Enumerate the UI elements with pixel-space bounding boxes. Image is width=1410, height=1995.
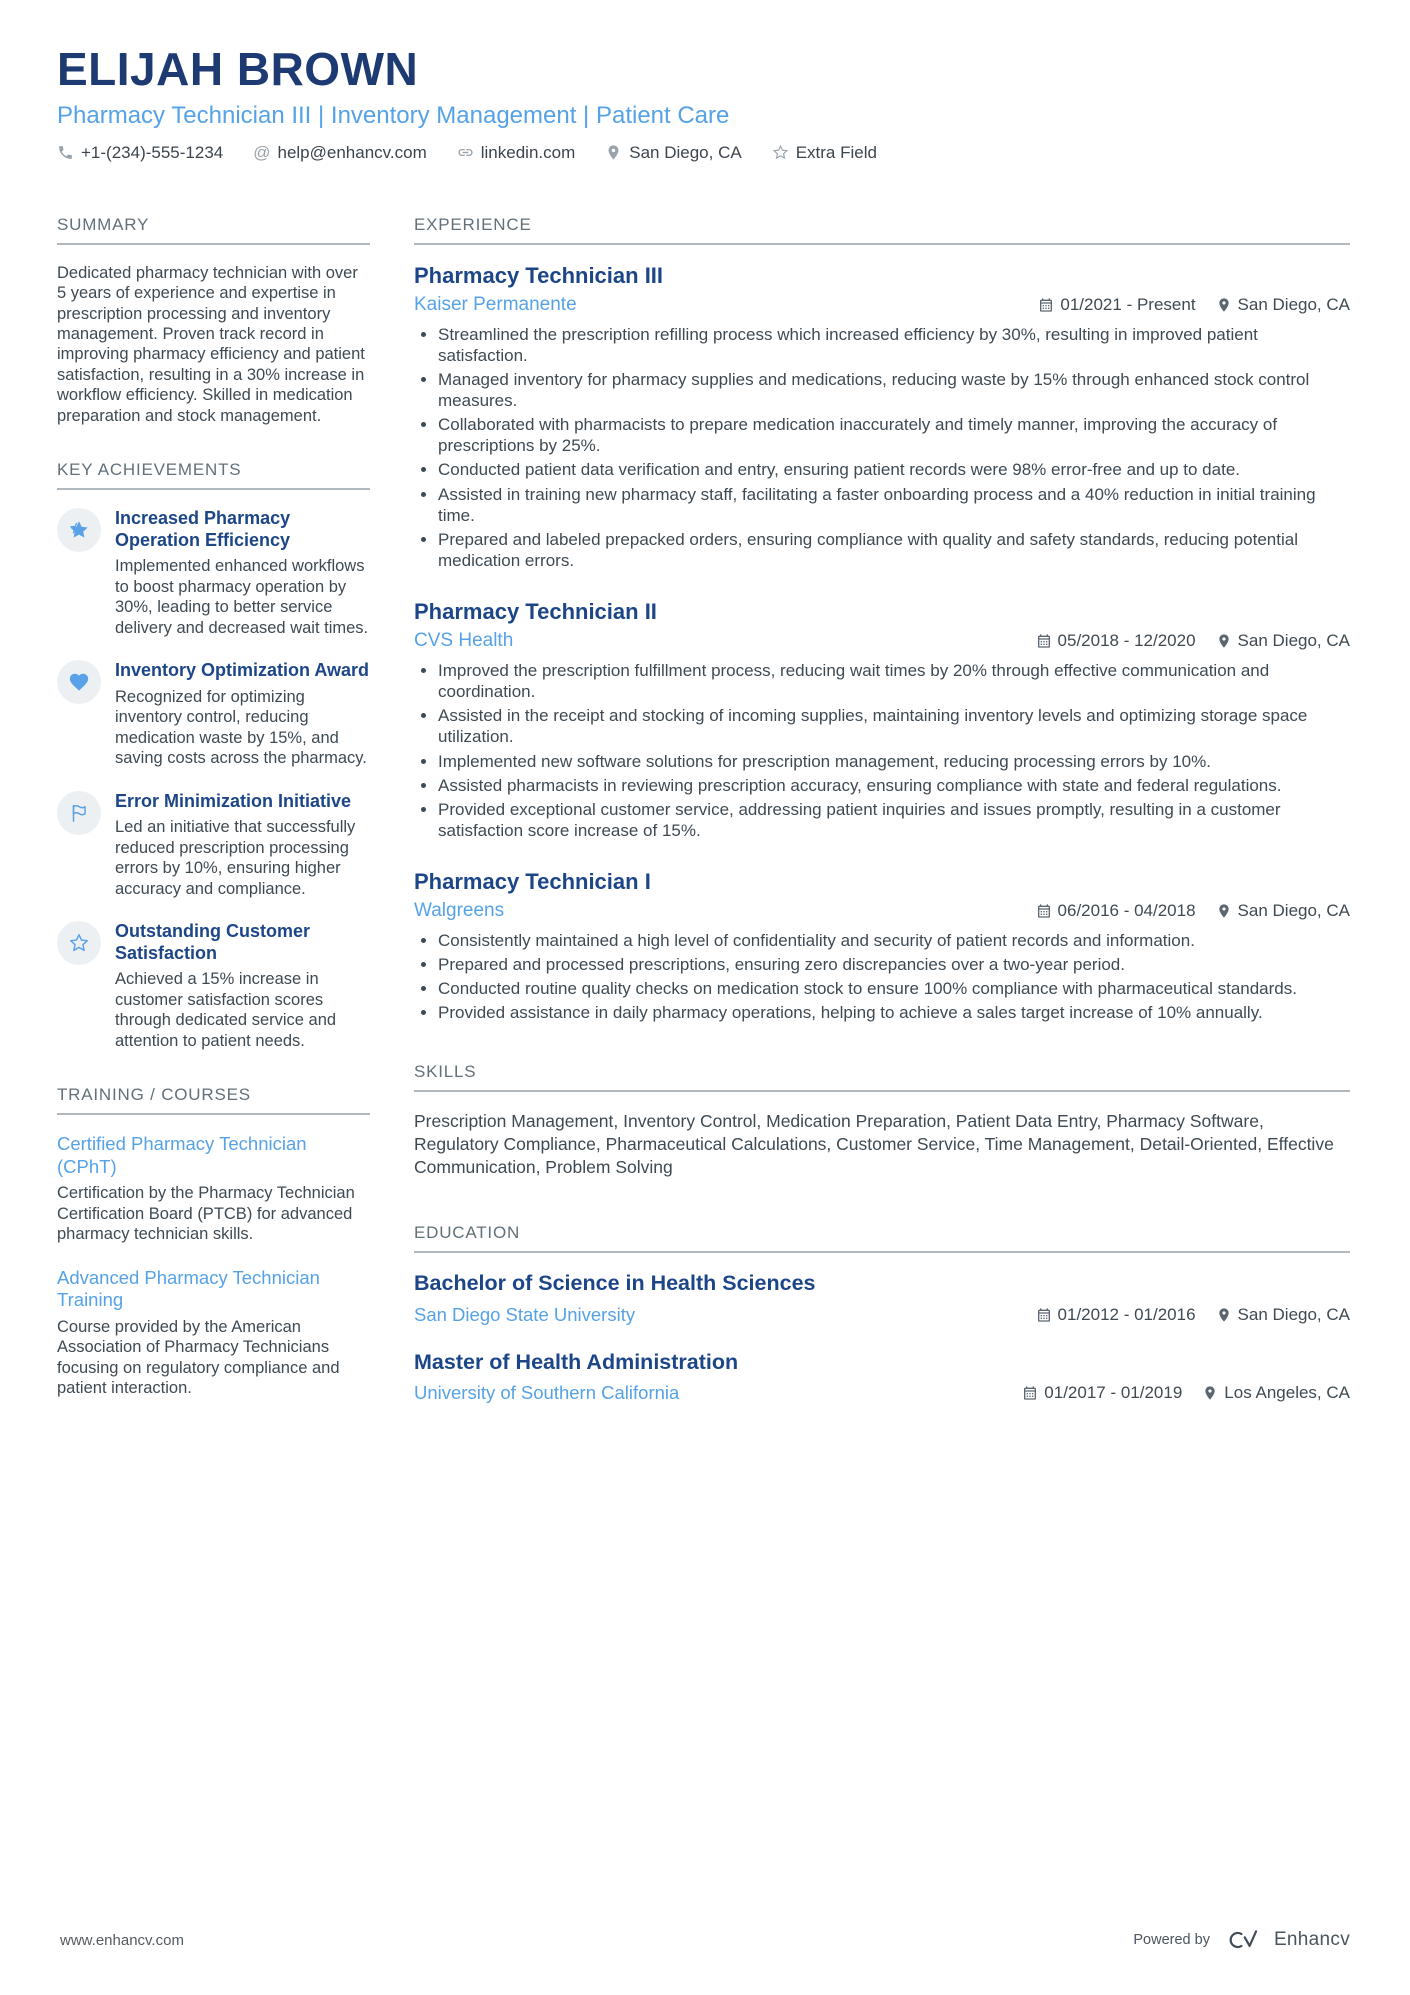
calendar-icon (1022, 1385, 1038, 1401)
job-title: Pharmacy Technician I (414, 868, 651, 894)
contact-email-text: help@enhancv.com (277, 142, 427, 162)
achievement-title: Outstanding Customer Satisfaction (115, 921, 311, 963)
job-bullet: • Assisted pharmacists in reviewing prescription accuracy, ensuring compliance with state and federal regulations. (438, 775, 1350, 796)
location-icon (605, 144, 622, 161)
experience-entry (414, 599, 1350, 841)
job-bullet: • Conducted patient data verification and entry, ensuring patient records were 98% error-free and up to date. (438, 459, 1350, 480)
degree-location: San Diego, CA (1216, 1305, 1350, 1325)
job-bullet: • Assisted in training new pharmacy staff, facilitating a faster onboarding process and a 40% reduction in initial training time. (438, 484, 1350, 526)
star-badge-icon (68, 519, 90, 541)
experience-section (414, 215, 1350, 1024)
contact-location-text: San Diego, CA (629, 142, 742, 162)
training-section (57, 1085, 370, 1398)
achievements-section (57, 460, 370, 1051)
summary-section (57, 215, 370, 427)
location-icon (1202, 1385, 1218, 1401)
job-title: Pharmacy Technician III (414, 262, 664, 288)
resume-header (57, 44, 1350, 163)
job-bullet: • Prepared and processed prescriptions, ensuring zero discrepancies over a two-year period. (438, 954, 1350, 975)
summary-section-title: SUMMARY (57, 215, 370, 245)
job-title: Pharmacy Technician II (414, 598, 657, 624)
skills-section (414, 1062, 1350, 1179)
achievement-text: Recognized for optimizing inventory control, reducing medication waste by 15%, and saving costs across the pharmacy. (115, 687, 367, 768)
contact-linkedin (457, 143, 576, 163)
degree-dates: 01/2017 - 01/2019 (1022, 1383, 1182, 1403)
contact-phone-text: +1-(234)-555-1234 (81, 142, 224, 162)
skills-section-title: SKILLS (414, 1062, 1350, 1092)
degree-dates: 01/2012 - 01/2016 (1036, 1305, 1196, 1325)
experience-entry (414, 263, 1350, 571)
enhancv-logo-icon (1222, 1927, 1262, 1953)
summary-text: Dedicated pharmacy technician with over 5 years of experience and expertise in prescription processing and inventory management. Proven track record in improving pharmacy efficiency and patient satisfaction, resulting in a 30% increase in workflow efficiency. Skilled in medication preparation and stock management. (57, 263, 365, 425)
star-outline-icon (68, 932, 90, 954)
contact-location (605, 143, 741, 163)
achievement-title: Error Minimization Initiative (115, 790, 352, 811)
achievement-item (57, 791, 370, 899)
skills-text: Prescription Management, Inventory Control, Medication Preparation, Patient Data Entry, Pharmacy Software, Regulatory Compliance, Pharmaceutical Calculations, Customer Service, Time Management, Detail-Oriented, Effective Communication, Problem Solving (414, 1110, 1334, 1177)
job-location: San Diego, CA (1216, 631, 1350, 651)
page-footer (60, 1927, 1350, 1953)
candidate-name: ELIJAH BROWN (57, 43, 419, 95)
achievement-item (57, 921, 370, 1051)
calendar-icon (1038, 297, 1054, 313)
job-bullet: • Collaborated with pharmacists to prepare medication inaccurately and timely manner, improving the accuracy of prescriptions by 25%. (438, 414, 1350, 456)
experience-entry (414, 869, 1350, 1024)
job-location: San Diego, CA (1216, 295, 1350, 315)
education-section-title: EDUCATION (414, 1223, 1350, 1253)
job-bullet: • Conducted routine quality checks on medication stock to ensure 100% compliance with pharmaceutical standards. (438, 978, 1350, 999)
job-bullets (414, 930, 1350, 1023)
calendar-icon (1036, 1307, 1052, 1323)
achievement-text: Led an initiative that successfully reduced prescription processing errors by 10%, ensuring higher accuracy and compliance. (115, 818, 356, 898)
calendar-icon (1036, 903, 1052, 919)
course-title: Advanced Pharmacy Technician Training (57, 1266, 320, 1311)
achievement-item (57, 660, 370, 768)
school-name: San Diego State University (414, 1303, 636, 1325)
brand-name: Enhancv (1273, 1929, 1350, 1950)
job-bullet: • Prepared and labeled prepacked orders, ensuring compliance with quality and safety standards, reducing potential medication errors. (438, 529, 1350, 571)
achievement-title: Increased Pharmacy Operation Efficiency (115, 508, 291, 550)
company-name: Walgreens (414, 900, 505, 922)
headline: Pharmacy Technician III | Inventory Management | Patient Care (57, 101, 730, 129)
footer-site-url: www.enhancv.com (60, 1931, 184, 1949)
right-column (414, 215, 1350, 1439)
job-bullet: • Streamlined the prescription refilling process which increased efficiency by 30%, resulting in improved patient satisfaction. (438, 324, 1350, 366)
location-icon (1216, 903, 1232, 919)
job-bullet: • Provided exceptional customer service, addressing patient inquiries and issues promptly, resulting in a customer satisfaction score increase of 15%. (438, 799, 1350, 841)
job-bullets (414, 660, 1350, 841)
powered-by-block (1133, 1927, 1350, 1953)
star-icon (772, 144, 789, 161)
experience-section-title: EXPERIENCE (414, 215, 1350, 245)
job-bullet: • Implemented new software solutions for prescription management, reducing processing errors by 10%. (438, 751, 1350, 772)
job-bullets (414, 324, 1350, 571)
contact-phone (57, 143, 223, 163)
location-icon (1216, 1307, 1232, 1323)
course-title: Certified Pharmacy Technician (CPhT) (57, 1133, 307, 1177)
flag-icon (68, 802, 90, 824)
degree-location: Los Angeles, CA (1202, 1383, 1350, 1403)
heart-icon (68, 671, 90, 693)
course-text: Certification by the Pharmacy Technician Certification Board (PTCB) for advanced pharmacy technician skills. (57, 1184, 355, 1244)
job-bullet: • Provided assistance in daily pharmacy operations, helping to achieve a sales target increase of 10% annually. (438, 1002, 1350, 1023)
location-icon (1216, 633, 1232, 649)
job-bullet: • Managed inventory for pharmacy supplies and medications, reducing waste by 15% through enhanced stock control measures. (438, 369, 1350, 411)
contact-row (57, 143, 1350, 163)
achievement-title: Inventory Optimization Award (115, 660, 370, 681)
training-section-title: TRAINING / COURSES (57, 1085, 370, 1115)
degree-title: Bachelor of Science in Health Sciences (414, 1270, 816, 1295)
job-bullet: • Consistently maintained a high level of confidentiality and security of patient records and information. (438, 930, 1350, 951)
contact-extra-field-text: Extra Field (795, 142, 877, 162)
job-dates: 01/2021 - Present (1038, 295, 1195, 315)
contact-linkedin-text: linkedin.com (480, 142, 576, 162)
education-section (414, 1223, 1350, 1405)
degree-title: Master of Health Administration (414, 1349, 739, 1374)
location-icon (1216, 297, 1232, 313)
course-text: Course provided by the American Association of Pharmacy Technicians focusing on regulatory compliance and patient interaction. (57, 1317, 340, 1397)
contact-extra-field (772, 143, 877, 163)
company-name: CVS Health (414, 630, 514, 652)
achievement-text: Implemented enhanced workflows to boost pharmacy operation by 30%, leading to better service delivery and decreased wait times. (115, 557, 369, 637)
link-icon (457, 144, 474, 161)
course-item (57, 1267, 370, 1399)
job-dates: 05/2018 - 12/2020 (1036, 631, 1196, 651)
job-bullet: • Improved the prescription fulfillment process, reducing wait times by 20% through effective communication and coordination. (438, 660, 1350, 702)
left-column (57, 215, 370, 1439)
course-item (57, 1133, 370, 1244)
achievement-item (57, 508, 370, 638)
job-bullet: • Assisted in the receipt and stocking of incoming supplies, maintaining inventory levels and optimizing storage space utilization. (438, 705, 1350, 747)
education-entry (414, 1271, 1350, 1326)
contact-email (253, 143, 427, 163)
job-location: San Diego, CA (1216, 901, 1350, 921)
school-name: University of Southern California (414, 1382, 680, 1404)
education-entry (414, 1350, 1350, 1405)
job-dates: 06/2016 - 04/2018 (1036, 901, 1196, 921)
calendar-icon (1036, 633, 1052, 649)
powered-by-label: Powered by (1133, 1932, 1210, 1948)
email-icon: @ (253, 142, 271, 162)
achievements-section-title: KEY ACHIEVEMENTS (57, 460, 370, 490)
phone-icon (57, 144, 74, 161)
achievement-text: Achieved a 15% increase in customer satisfaction scores through dedicated service and attention to patient needs. (115, 970, 337, 1050)
company-name: Kaiser Permanente (414, 293, 577, 315)
